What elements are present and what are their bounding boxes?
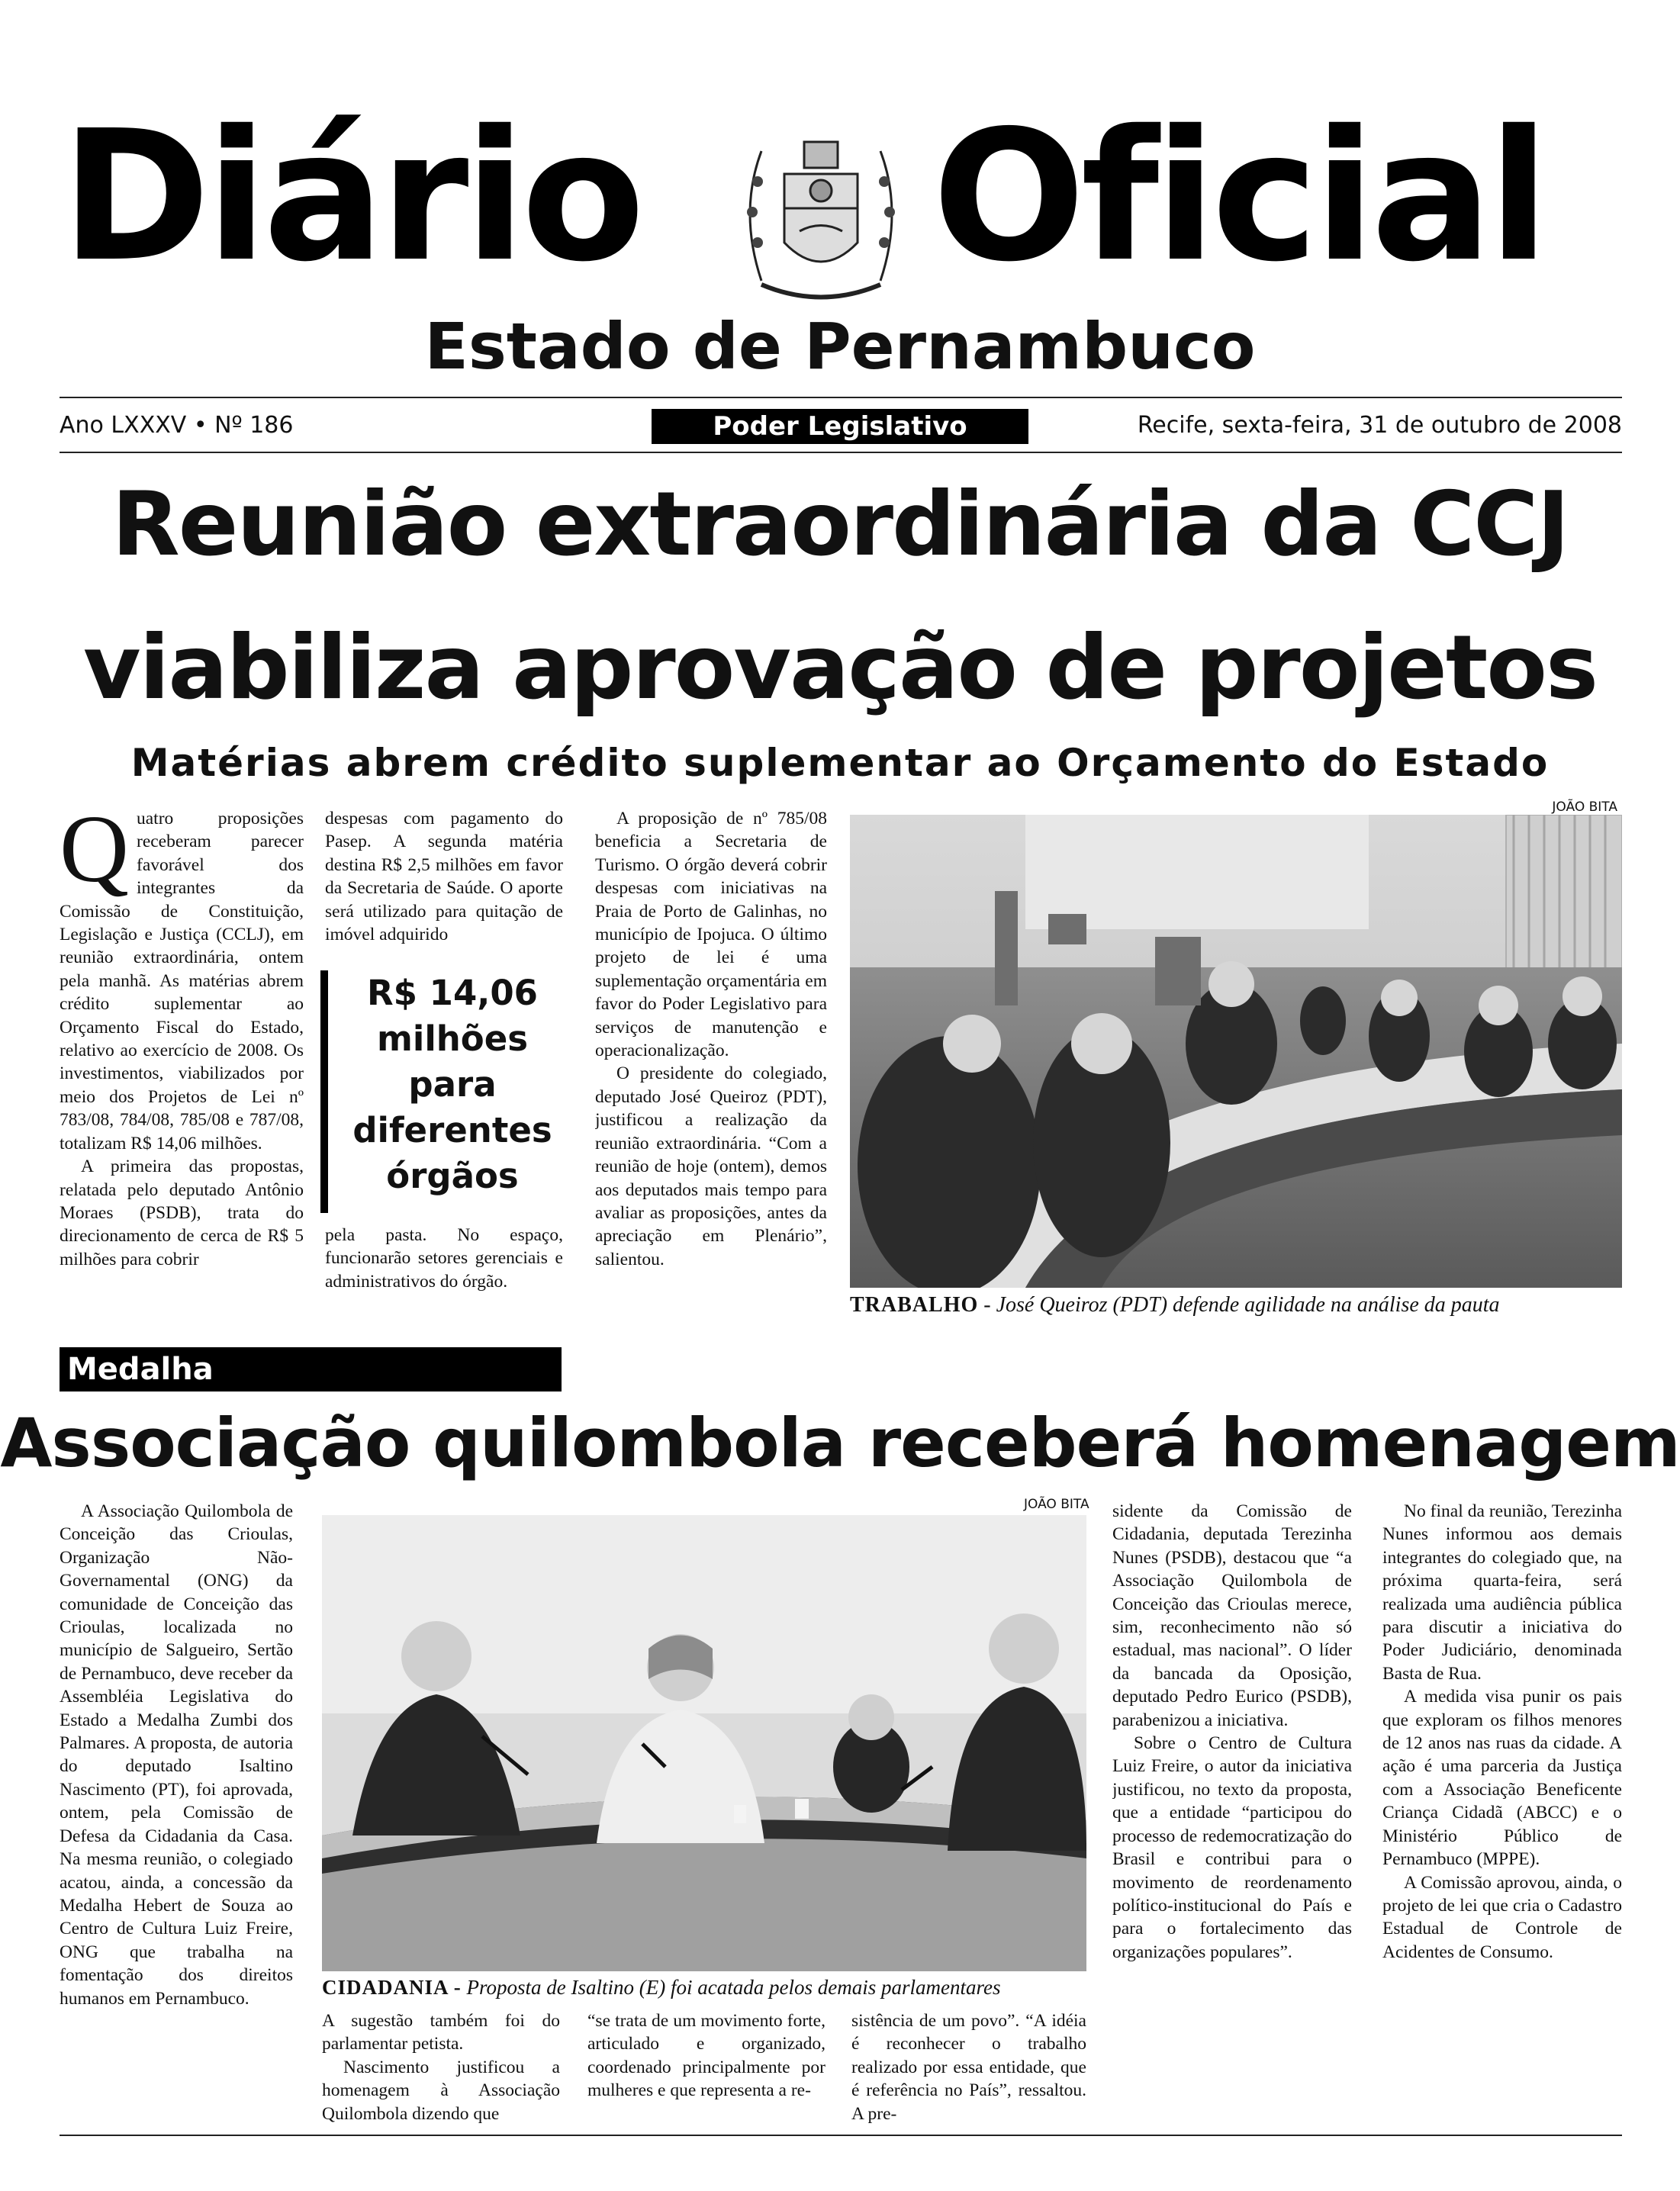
- masthead-rule-bottom: [60, 452, 1622, 453]
- second-col6-paragraph: No final da reunião, Terezinha Nunes informou aos demais integrantes do colegiado que, na próxima quarta-feira, será realizada uma audiência pública para discutir a iniciativa do Poder Judiciário, denominada Basta de Rua.: [1382, 1501, 1622, 1684]
- second-col6-paragraph: A medida visa punir os pais que exploram os filhos menores de 12 anos nas ruas da cidade. A ação é uma parceria da Justiça com a Associação Beneficente Criança Cidadã (ABCC) e o Ministério Público de Pernambuco (MPPE).: [1382, 1687, 1622, 1870]
- second-col6-paragraph: A Comissão aprovou, ainda, o projeto de lei que cria o Cadastro Estadual de Controle de Acidentes de Consumo.: [1382, 1872, 1622, 1962]
- lead-column-1: [60, 807, 304, 1318]
- lead-photo-credit: JOÃO BITA: [1552, 800, 1617, 815]
- second-col5-paragraph: sidente da Comissão de Cidadania, deputada Terezinha Nunes (PSDB), destacou que “a Associação Quilombola de Conceição das Crioulas merece, sim, reconhecimento não só estadual, mas nacional”. O líder da bancada da Oposição, deputado Pedro Eurico (PSDB), parabenizou a iniciativa.: [1112, 1501, 1352, 1730]
- lead-col1-paragraph: A primeira das propostas, relatada pelo deputado Antônio Moraes (PSDB), trata do direcionamento de cerca de R$ 5 milhões para cobrir: [60, 1157, 304, 1269]
- lead-headline-line1: Reunião extraordinária da CCJ: [111, 473, 1569, 576]
- second-caption-text: Proposta de Isaltino (E) foi acatada pelos demais parlamentares: [461, 1976, 1001, 1999]
- issue-dateline: Recife, sexta-feira, 31 de outubro de 2008: [1137, 412, 1622, 439]
- second-column-5: [1112, 1500, 1352, 2125]
- section-tag-medalha: Medalha: [60, 1347, 562, 1391]
- lead-col3-paragraph: O presidente do colegiado, deputado José Queiroz (PDT), justificou a realização da reunião extraordinária. “Com a reunião de hoje (ontem), demos aos deputados mais tempo para avaliar as proposições, antes da apreciação em Plenário”, salientou.: [595, 1063, 827, 1269]
- lead-subheadline: Matérias abrem crédito suplementar ao Orçamento do Estado: [130, 741, 1550, 785]
- second-column-3: [587, 2009, 826, 2125]
- second-col1-paragraph: A Associação Quilombola de Conceição das Crioulas, Organização Não-Governamental (ONG) da comunidade de Conceição das Crioulas, localizada no município de Salgueiro, Sertão de Pernambuco, deve receber da Assembléia Legislativa do Estado a Medalha Zumbi dos Palmares. A proposta, de autoria do deputado Isaltino Nascimento (PT), foi aprovada, ontem, pela Comissão de Defesa da Cidadania da Casa. Na mesma reunião, o colegiado acatou, ainda, a concessão da Medalha Hebert de Souza ao Centro de Cultura Luiz Freire, ONG que trabalha na fomentação dos direitos humanos em Pernambuco.: [60, 1501, 293, 2009]
- second-photo-caption: [322, 1974, 1000, 2000]
- pull-quote: [320, 970, 571, 1213]
- lead-caption-text: - José Queiroz (PDT) defende agilidade na análise da pauta: [978, 1293, 1500, 1317]
- page-bottom-rule: [60, 2135, 1622, 2136]
- lead-photo-caption: [850, 1292, 1500, 1318]
- second-column-4: [851, 2009, 1086, 2125]
- second-headline: Associação quilombola receberá homenagem: [0, 1404, 1680, 1482]
- lead-headline-line2: viabiliza aprovação de projetos: [82, 616, 1598, 719]
- lead-col2-paragraph: pela pasta. No espaço, funcionarão setores gerenciais e administrativos do órgão.: [325, 1225, 563, 1292]
- lead-column-2-bottom: [325, 1224, 563, 1318]
- section-badge: Poder Legislativo: [652, 409, 1028, 444]
- lead-photo-committee-meeting: [850, 815, 1622, 1288]
- pull-quote-bar: [320, 970, 328, 1213]
- second-photo-cidadania-meeting: [322, 1515, 1086, 1971]
- second-photo-credit: JOÃO BITA: [1024, 1497, 1089, 1512]
- second-col4-paragraph: sistência de um povo”. “A idéia é reconhecer o trabalho realizado por essa entidade, que é referência no País”, ressaltou. A pre-: [851, 2011, 1086, 2124]
- second-column-2: [322, 2009, 560, 2125]
- second-col3-paragraph: “se trata de um movimento forte, articulado e organizado, coordenado principalmente por mulheres e que representa a re-: [587, 2011, 826, 2101]
- lead-column-2-top: [325, 807, 563, 960]
- issue-volume: Ano LXXXV • Nº 186: [60, 412, 294, 439]
- second-caption-label: CIDADANIA -: [322, 1976, 462, 1999]
- second-col2-paragraph: Nascimento justificou a homenagem à Associação Quilombola dizendo que: [322, 2057, 560, 2124]
- lead-caption-label: TRABALHO: [850, 1293, 979, 1317]
- pull-quote-text: R$ 14,06 milhões para diferentes órgãos: [352, 973, 552, 1196]
- lead-col3-paragraph: A proposição de nº 785/08 beneficia a Secretaria de Turismo. O órgão deverá cobrir despesas com iniciativas na Praia de Porto de Galinhas, no município de Ipojuca. O último projeto de lei é uma suplementação orçamentária em favor do Poder Legislativo para serviços de manutenção e operacionalização.: [595, 809, 827, 1061]
- masthead-title-right: Oficial: [932, 92, 1546, 301]
- lead-col1-paragraph: [60, 807, 304, 1155]
- masthead-state-name: Estado de Pernambuco: [424, 309, 1256, 384]
- lead-col2-paragraph: despesas com pagamento do Pasep. A segunda matéria destina R$ 2,5 milhões em favor da Secretaria de Saúde. O aporte será utilizado para quitação de imóvel adquirido: [325, 809, 563, 945]
- coat-of-arms-icon: [731, 128, 911, 311]
- masthead-title-left: Diário: [61, 92, 641, 301]
- second-column-6: [1382, 1500, 1622, 2125]
- second-col5-paragraph: Sobre o Centro de Cultura Luiz Freire, o autor da iniciativa justificou, no texto da proposta, que a entidade “participou do processo de redemocratização do Brasil e contribui para o movimento de reordenamento político-institucional do País e para o fortalecimento das organizações populares”.: [1112, 1733, 1352, 1962]
- second-column-1: [60, 1500, 293, 2125]
- masthead-rule-top: [60, 397, 1622, 398]
- drop-cap: Q: [60, 807, 129, 902]
- lead-col1-paragraph-text: uatro proposições receberam parecer favorável dos integrantes da Comissão de Constituição, Legislação e Justiça (CCLJ), em reunião extraordinária, ontem pela manhã. As matérias abrem crédito suplementar ao Orçamento Fiscal do Estado, relativo ao exercício de 2008. Os investimentos, viabilizados por meio dos Projetos de Lei nº 783/08, 784/08, 785/08 e 787/08, totalizam R$ 14,06 milhões.: [60, 809, 304, 1153]
- lead-column-3: [595, 807, 827, 1318]
- second-col2-paragraph: A sugestão também foi do parlamentar petista.: [322, 2011, 560, 2054]
